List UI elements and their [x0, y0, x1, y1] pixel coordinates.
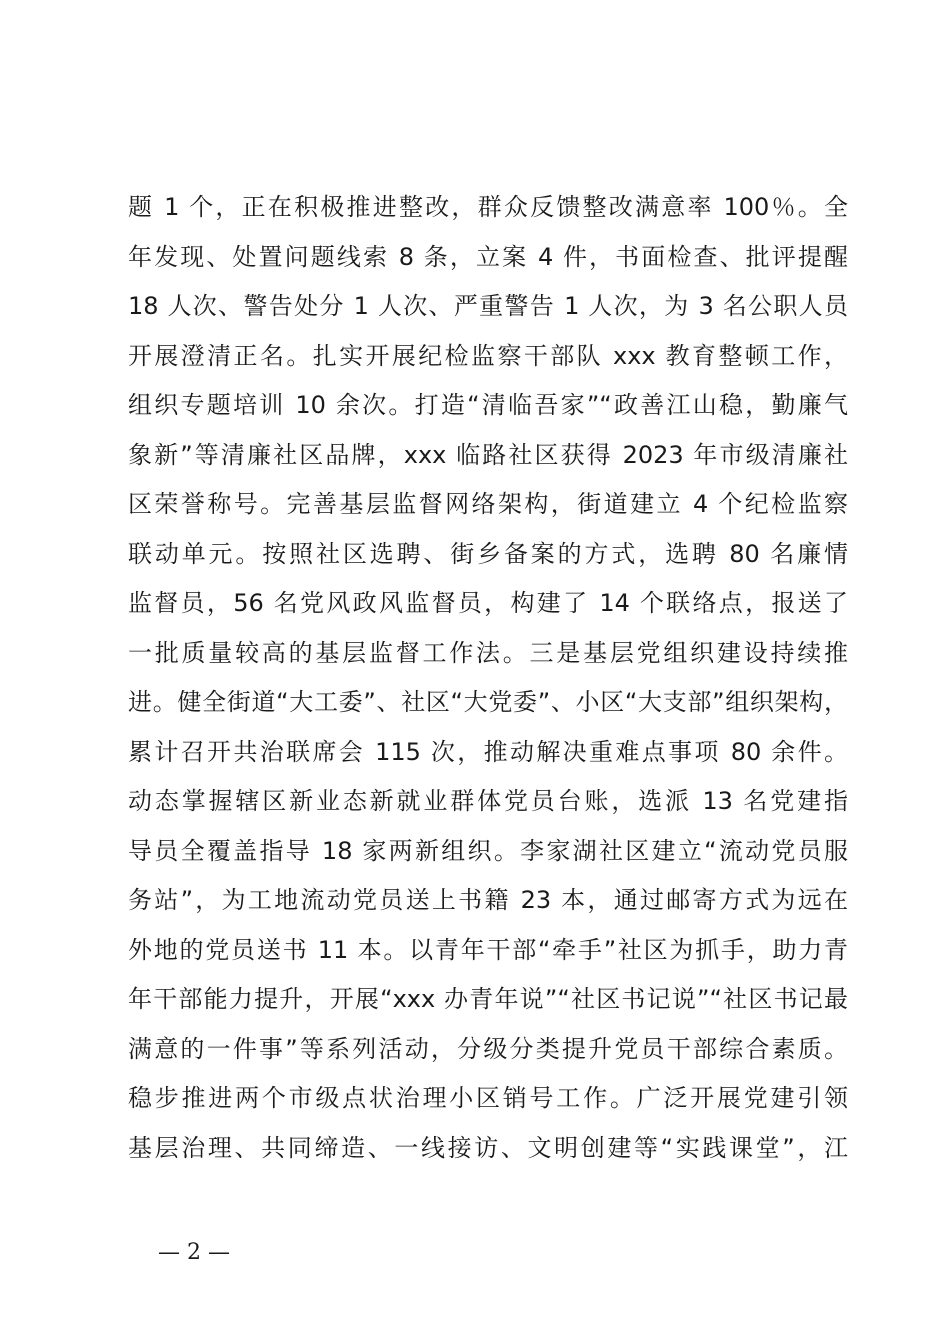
text-line-15: 务站”，为工地流动党员送上书籍 23 本，通过邮寄方式为远在	[128, 886, 848, 914]
text-line-1: 题 1 个，正在积极推进整改，群众反馈整改满意率 100％。全	[128, 193, 848, 221]
text-line-20: 基层治理、共同缔造、一线接访、文明创建等“实践课堂”，江	[128, 1133, 848, 1162]
body-paragraph	[128, 183, 848, 1173]
text-line-14: 导员全覆盖指导 18 家两新组织。李家湖社区建立“流动党员服	[128, 836, 848, 865]
text-line-17: 年干部能力提升，开展“xxx 办青年说”“社区书记说”“社区书记最	[128, 985, 848, 1013]
text-line-7: 区荣誉称号。完善基层监督网络架构，街道建立 4 个纪检监察	[128, 490, 848, 518]
text-line-6: 象新”等清廉社区品牌，xxx 临路社区获得 2023 年市级清廉社	[128, 440, 848, 469]
text-line-12: 累计召开共治联席会 115 次，推动解决重难点事项 80 余件。	[128, 737, 848, 766]
text-line-18: 满意的一件事”等系列活动，分级分类提升党员干部综合素质。	[128, 1034, 848, 1063]
text-line-13: 动态掌握辖区新业态新就业群体党员台账，选派 13 名党建指	[128, 787, 848, 815]
text-line-11: 进。健全街道“大工委”、社区“大党委”、小区“大支部”组织架构，	[128, 688, 848, 716]
text-line-9: 监督员，56 名党风政风监督员，构建了 14 个联络点，报送了	[128, 589, 848, 617]
text-line-4: 开展澄清正名。扎实开展纪检监察干部队 xxx 教育整顿工作，	[128, 341, 848, 370]
text-line-5: 组织专题培训 10 余次。打造“清临吾家”“政善江山稳，勤廉气	[128, 391, 848, 419]
text-line-19: 稳步推进两个市级点状治理小区销号工作。广泛开展党建引领	[128, 1084, 848, 1112]
text-line-8: 联动单元。按照社区选聘、街乡备案的方式，选聘 80 名廉情	[128, 539, 848, 568]
text-line-3: 18 人次、警告处分 1 人次、严重警告 1 人次，为 3 名公职人员	[128, 292, 848, 320]
page-number: — 2 —	[158, 1240, 230, 1265]
text-line-10: 一批质量较高的基层监督工作法。三是基层党组织建设持续推	[128, 638, 848, 667]
text-line-2: 年发现、处置问题线索 8 条，立案 4 件，书面检查、批评提醒	[128, 242, 848, 271]
text-line-16: 外地的党员送书 11 本。以青年干部“牵手”社区为抓手，助力青	[128, 935, 848, 964]
